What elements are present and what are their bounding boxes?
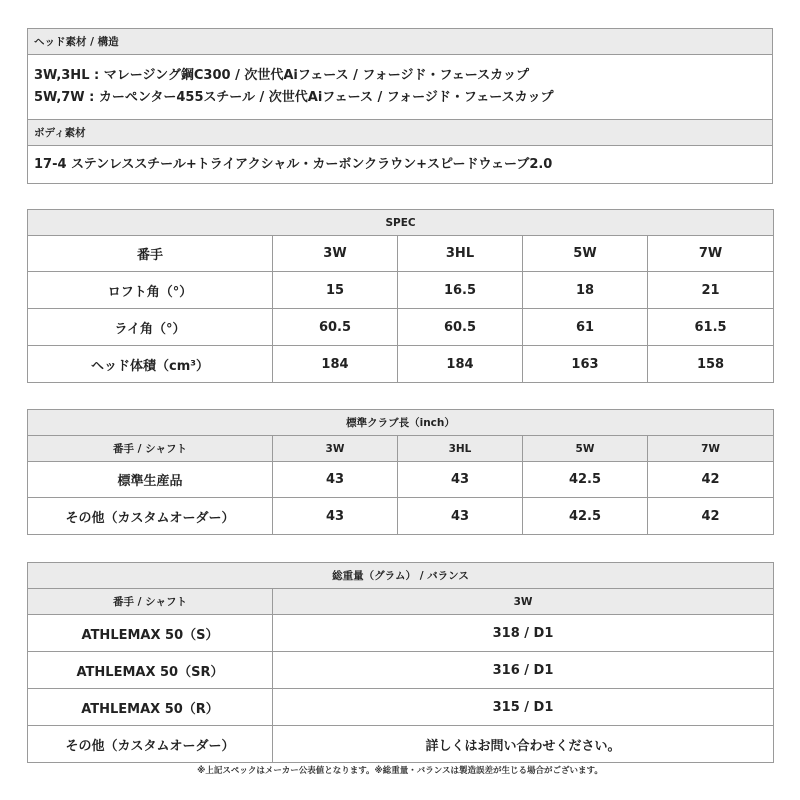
head-material-cell [28,55,773,120]
footnote: ※上記スペックはメーカー公表値となります。※総重量・バランスは製造誤差が生じる場合がございます。 [197,766,603,776]
spec-header-cell: 番手 [28,236,273,272]
length-cell: 42 [648,498,774,535]
weight-header-row [28,589,774,615]
weight-balance-table [27,562,774,763]
length-cell: 42.5 [523,462,648,498]
length-header-cell: 7W [648,436,774,462]
spec-header-cell: 5W [523,236,648,272]
spec-cell: 61 [523,309,648,346]
spec-cell: 61.5 [648,309,774,346]
length-cell: 43 [273,498,398,535]
length-row-label: その他（カスタムオーダー） [28,498,273,535]
weight-row-label: ATHLEMAX 50（SR） [28,652,273,689]
spec-cell: 184 [273,346,398,383]
length-header-cell: 5W [523,436,648,462]
head-material-line-1: 3W,3HL : マレージング鋼C300 / 次世代Aiフェース / フォージド・フェースカップ [34,68,530,83]
club-length-table [27,409,774,535]
spec-row-label: ロフト角（°） [28,272,273,309]
weight-title: 総重量（グラム） / バランス [28,563,774,589]
spec-cell: 158 [648,346,774,383]
spec-header-cell: 3W [273,236,398,272]
table-row [28,272,774,309]
table-row [28,652,774,689]
spec-cell: 21 [648,272,774,309]
head-material-line-2: 5W,7W : カーペンター455スチール / 次世代Aiフェース / フォージド・フェースカップ [34,90,554,105]
length-header-cell: 3W [273,436,398,462]
spec-cell: 60.5 [273,309,398,346]
body-material-line: 17-4 ステンレススチール+トライアクシャル・カーボンクラウン+スピードウェーブ2.0 [28,146,773,184]
length-cell: 42.5 [523,498,648,535]
table-row [28,346,774,383]
head-material-header: ヘッド素材 / 構造 [28,29,773,55]
spec-header-cell: 3HL [398,236,523,272]
length-header-row [28,436,774,462]
spec-row-label: ライ角（°） [28,309,273,346]
weight-row-label: ATHLEMAX 50（S） [28,615,273,652]
length-title: 標準クラブ長（inch） [28,410,774,436]
table-row [28,689,774,726]
length-cell: 42 [648,462,774,498]
weight-row-label: その他（カスタムオーダー） [28,726,273,763]
weight-header-cell: 番手 / シャフト [28,589,273,615]
spec-row-label: ヘッド体積（cm³） [28,346,273,383]
spec-cell: 18 [523,272,648,309]
spec-cell: 60.5 [398,309,523,346]
weight-cell: 315 / D1 [273,689,774,726]
length-header-cell: 番手 / シャフト [28,436,273,462]
spec-cell: 15 [273,272,398,309]
spec-cell: 184 [398,346,523,383]
spec-cell: 16.5 [398,272,523,309]
spec-header-cell: 7W [648,236,774,272]
table-row [28,615,774,652]
length-cell: 43 [398,462,523,498]
material-table [27,28,773,184]
table-row [28,726,774,763]
table-row [28,309,774,346]
spec-title: SPEC [28,210,774,236]
weight-row-label: ATHLEMAX 50（R） [28,689,273,726]
length-row-label: 標準生産品 [28,462,273,498]
spec-table [27,209,774,383]
spec-header-row [28,236,774,272]
table-row [28,462,774,498]
body-material-header: ボディ素材 [28,120,773,146]
spec-cell: 163 [523,346,648,383]
weight-header-cell: 3W [273,589,774,615]
length-cell: 43 [273,462,398,498]
weight-cell: 316 / D1 [273,652,774,689]
weight-cell: 詳しくはお問い合わせください。 [273,726,774,763]
length-header-cell: 3HL [398,436,523,462]
weight-cell: 318 / D1 [273,615,774,652]
length-cell: 43 [398,498,523,535]
table-row [28,498,774,535]
